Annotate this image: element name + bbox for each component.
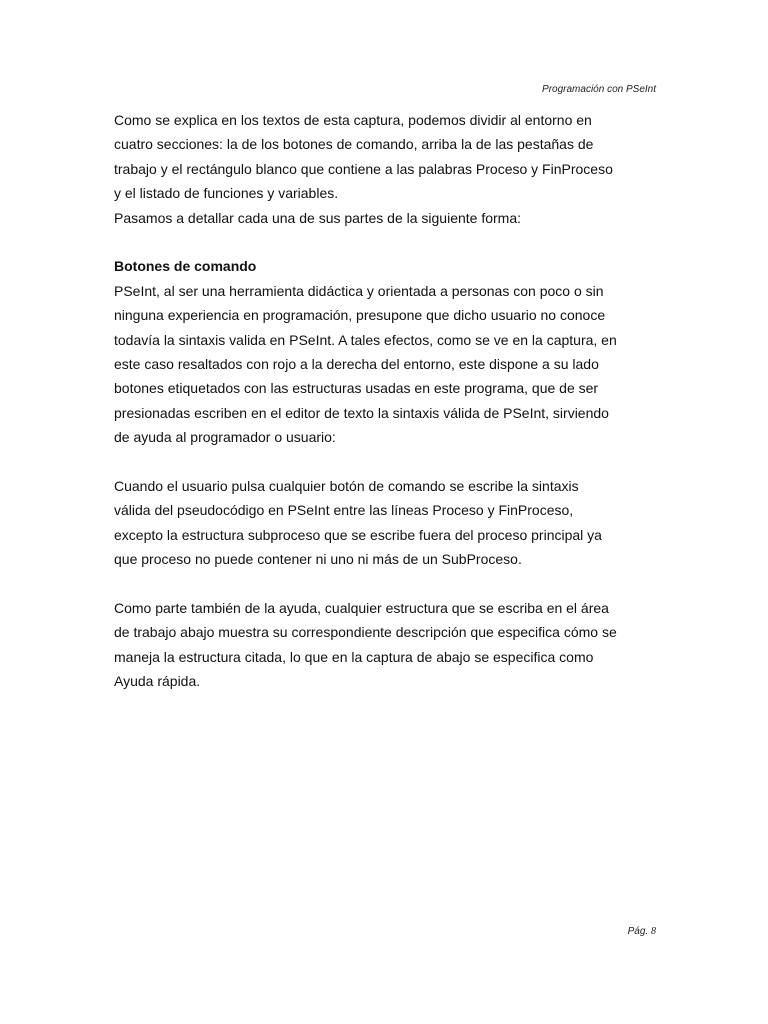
page-footer xyxy=(628,926,656,937)
text-line: presionadas escriben en el editor de texto la sintaxis válida de PSeInt, sirviendo xyxy=(114,404,609,421)
paragraph-gap xyxy=(114,450,659,474)
text-line: de trabajo abajo muestra su correspondiente descripción que especifica cómo se xyxy=(114,624,617,641)
text-line: trabajo y el rectángulo blanco que contiene a las palabras Proceso y FinProceso xyxy=(114,160,613,177)
text-line: válida del pseudocódigo en PSeInt entre las líneas Proceso y FinProceso, xyxy=(114,502,574,519)
document-body xyxy=(114,108,659,694)
paragraph-gap xyxy=(114,572,659,596)
text-line: Cuando el usuario pulsa cualquier botón de comando se escribe la sintaxis xyxy=(114,478,579,495)
paragraph-quick-help xyxy=(114,596,659,694)
text-line: PSeInt, al ser una herramienta didáctica y orientada a personas con poco o sin xyxy=(114,282,604,299)
text-line: Como parte también de la ayuda, cualquier estructura que se escriba en el área xyxy=(114,600,609,617)
text-line: Como se explica en los textos de esta captura, podemos dividir al entorno en xyxy=(114,112,592,128)
text-line: cuatro secciones: la de los botones de comando, arriba la de las pestañas de xyxy=(114,136,594,153)
paragraph-gap xyxy=(114,230,659,254)
text-line: maneja la estructura citada, lo que en la captura de abajo se especifica como xyxy=(114,648,594,665)
text-line: botones etiquetados con las estructuras usadas en este programa, que de ser xyxy=(114,380,599,397)
running-header: Programación con PSeInt xyxy=(542,84,656,95)
paragraph-command-buttons xyxy=(114,279,659,450)
intro-paragraph xyxy=(114,108,659,230)
page-number: 8 xyxy=(651,926,656,937)
text-line: que proceso no puede contener ni uno ni más de un SubProceso. xyxy=(114,551,522,568)
text-line: y el listado de funciones y variables. xyxy=(114,185,339,202)
text-line: de ayuda al programador o usuario: xyxy=(114,429,336,446)
text-line: todavía la sintaxis valida en PSeInt. A tales efectos, como se ve en la captura, en xyxy=(114,331,617,348)
text-line: excepto la estructura subproceso que se escribe fuera del proceso principal ya xyxy=(114,526,602,543)
paragraph-user-press xyxy=(114,474,659,572)
page-label: Pág. xyxy=(627,926,649,937)
section-heading: Botones de comando xyxy=(114,258,257,275)
text-line: Ayuda rápida. xyxy=(114,673,201,690)
text-line: ninguna experiencia en programación, presupone que dicho usuario no conoce xyxy=(114,307,606,324)
text-line: este caso resaltados con rojo a la derecha del entorno, este dispone a su lado xyxy=(114,356,599,373)
text-line: Pasamos a detallar cada una de sus partes de la siguiente forma: xyxy=(114,209,522,226)
